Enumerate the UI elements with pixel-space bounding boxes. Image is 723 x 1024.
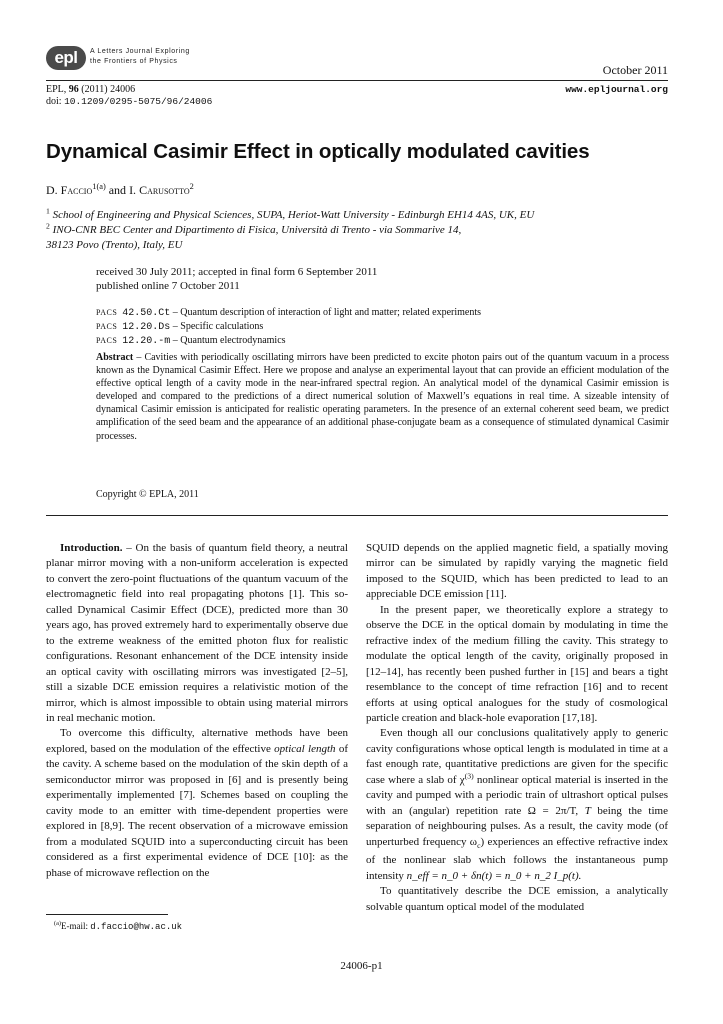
affiliations	[46, 208, 686, 253]
pacs-row: PACS 42.50.Ct – Quantum description of interaction of light and matter; related experiments	[96, 307, 482, 319]
received-dates: received 30 July 2011; accepted in final form 6 September 2011 published online 7 October 2011	[96, 266, 378, 292]
header-rule	[46, 80, 668, 81]
affiliation-2: $^2$ INO-CNR BEC Center and Dipartimento di Fisica, Università di Trento - via Sommarive 14,	[46, 221, 462, 236]
author-list: D. Faccio$^{1(a)}$ and I. Carusotto$^2$	[46, 182, 194, 197]
body-column-left	[46, 541, 348, 881]
paragraph: Introduction. – On the basis of quantum field theory, a neutral planar mirror moving with a non-uniform acceleration is expected to convert the zero-point fluctuations of the quantum vacuum of the electromagnetic field into real propagating photons [1]. This so-called Dynamical Casimir Effect (DCE), predicted more than 30 years ago, has proved extremely hard to experimentally observe due to the extreme weakness of the emitted photon flux for realistic configurations. Resonant enhancement of the DCE intensity inside an optical cavity with oscillating mirrors was investigated [2–5], still a sizable DCE emission requires a relativistic motion of the mirror, which is almost impossible to obtain using material mirrors in real mechanic motion.	[46, 542, 348, 724]
abstract	[96, 351, 669, 443]
paragraph: In the present paper, we theoretically explore a strategy to observe the DCE in the optical domain by modulating in time the refractive index of the medium filling the cavity. This strategy to modulate the optical length of the cavity, originally proposed in [12–14], has recently been pushed further in [15] and bears a tight resemblance to the concept of time refraction [16] and to recent efforts at using optical analogues for the study of cosmological particle creation and black-hole evaporation [17,18].	[366, 603, 668, 724]
paragraph: SQUID depends on the applied magnetic field, a spatially moving mirror can be simulated by rapidly varying the magnetic field imposed to the SQUID, which has been predicted to lead to an appreciable DCE emission [11].	[366, 542, 668, 601]
footnote-rule	[46, 914, 168, 915]
email-link[interactable]: d.faccio@hw.ac.uk	[90, 922, 183, 932]
paper-title: Dynamical Casimir Effect in optically modulated cavities	[46, 140, 590, 163]
tagline-line-1: A Letters Journal Exploring	[90, 48, 190, 55]
citation-line: EPL, 96 (2011) 24006	[46, 84, 136, 95]
paragraph: To quantitatively describe the DCE emission, a analytically solvable quantum optical model of the modulated	[366, 885, 668, 913]
abstract-text: – Cavities with periodically oscillating mirrors have been predicted to excite photon pairs out of the quantum vacuum in a process known as the Dynamical Casimir Effect. Here we propose and analyse an experimental layout that can provide an efficient modulation of the effective optical length of a cavity mode in the near-infrared spectral region. An analytical model of the dynamical Casimir emission is developed and compared to the predictions of a direct numerical solution of Maxwell’s equations in real time. A sizeable intensity of dynamical Casimir emission is anticipated for realistic operating parameters. In the presence of an external coherent seed beam, we predict amplification of the seed beam and the appearance of an additional phase-conjugate beam as a consequence of stimulated dynamical Casimir processes.	[96, 352, 669, 442]
tagline-line-2: the Frontiers of Physics	[90, 58, 178, 65]
section-rule	[46, 515, 668, 516]
paragraph: Even though all our conclusions qualitatively apply to generic cavity configurations whose optical length is modulated in time at a fast enough rate, quantitative predictions are given for the specific case where a slab of $\chi^{(3)}$ nonlinear optical material is inserted in the cavity and pumped with a periodic train of ultrashort optical pulses with an (angular) repetition rate Ω = 2π/T, T being the time separation of neighbouring pulses. As a result, the cavity mode (of unperturbed frequency $\omega_c$) experiences an effective refractive index of the nonlinear slab which follows the instantaneous pump intensity n_eff = n_0 + δn(t) = n_0 + n_2 I_p(t).	[366, 727, 668, 882]
journal-tagline	[90, 47, 190, 67]
doi-line: doi: 10.1209/0295-5075/96/24006	[46, 96, 213, 107]
paragraph: To overcome this difficulty, alternative methods have been explored, based on the modulation of the effective optical length of the cavity. A scheme based on the modulation of the skin depth of a semiconductor mirror was proposed in [6] and is presently being experimentally implemented [7]. Schemes based on coupling the cavity mode to an emitter with time-dependent properties were explored in [8,9]. The recent observation of a microwave emission from a modulated SQUID into a superconducting circuit has been considered as a first experimental evidence of DCE [10]: as the phase of microwave reflection on the	[46, 727, 349, 879]
pacs-row: PACS 12.20.-m – Quantum electrodynamics	[96, 335, 286, 347]
body-column-right	[366, 541, 668, 915]
equation-inline: n_eff = n_0 + δn(t) = n_0 + n_2 I_p(t).	[406, 869, 582, 882]
journal-website-link[interactable]: www.epljournal.org	[565, 84, 668, 95]
pacs-row: PACS 12.20.Ds – Specific calculations	[96, 321, 264, 333]
abstract-label: Abstract	[96, 352, 134, 363]
page-number: 24006-p1	[340, 960, 383, 972]
affiliation-1: $^1$ School of Engineering and Physical Sciences, SUPA, Heriot-Watt University - Edinburgh EH14 4AS, UK, EU	[46, 206, 535, 221]
pacs-codes	[96, 306, 481, 348]
citation-block	[46, 84, 212, 108]
issue-date: October 2011	[602, 63, 668, 77]
journal-logo: epl	[46, 46, 86, 70]
author-faccio: Faccio	[60, 183, 93, 197]
author-carusotto: Carusotto	[139, 183, 190, 197]
footnote: $^{(a)}$E-mail: d.faccio@hw.ac.uk	[54, 920, 183, 932]
copyright: Copyright © EPLA, 2011	[96, 489, 199, 500]
doi-link[interactable]: 10.1209/0295-5075/96/24006	[64, 96, 213, 107]
section-heading-introduction: Introduction.	[60, 542, 123, 554]
affiliation-2-cont: 38123 Povo (Trento), Italy, EU	[46, 239, 183, 251]
